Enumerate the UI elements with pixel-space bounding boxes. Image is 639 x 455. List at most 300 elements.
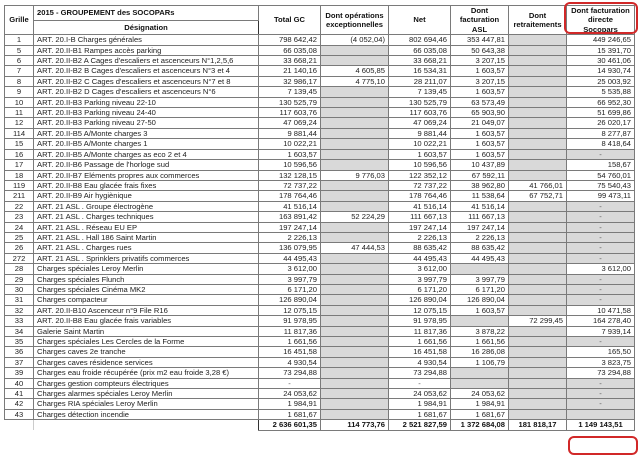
- row-asl-cell[interactable]: 2 226,13: [451, 232, 509, 242]
- row-directe-socopars-cell[interactable]: -: [567, 378, 635, 388]
- row-retraitements-cell[interactable]: 72 299,45: [509, 316, 567, 326]
- row-exceptionnelles-cell[interactable]: [321, 326, 389, 336]
- row-directe-socopars-cell[interactable]: 8 277,87: [567, 128, 635, 138]
- row-total-gc-cell[interactable]: 12 075,15: [259, 305, 321, 315]
- row-net-cell[interactable]: 41 516,14: [389, 201, 451, 211]
- row-grille-cell[interactable]: 9: [5, 87, 34, 97]
- row-net-cell[interactable]: 73 294,88: [389, 368, 451, 378]
- row-grille-cell[interactable]: 22: [5, 201, 34, 211]
- row-designation-cell[interactable]: ART. 20.II-B5 A/Monte charges as eco 2 et 4: [34, 149, 259, 159]
- row-exceptionnelles-cell[interactable]: 9 776,03: [321, 170, 389, 180]
- row-grille-cell[interactable]: 34: [5, 326, 34, 336]
- row-net-cell[interactable]: 178 764,46: [389, 191, 451, 201]
- row-total-gc-cell[interactable]: 91 978,95: [259, 316, 321, 326]
- row-asl-cell[interactable]: 3 207,15: [451, 56, 509, 66]
- row-retraitements-cell[interactable]: [509, 347, 567, 357]
- header-net[interactable]: Net: [389, 6, 451, 35]
- row-total-gc-cell[interactable]: 6 171,20: [259, 284, 321, 294]
- row-net-cell[interactable]: 10 596,56: [389, 160, 451, 170]
- row-directe-socopars-cell[interactable]: 75 540,43: [567, 180, 635, 190]
- row-directe-socopars-cell[interactable]: -: [567, 243, 635, 253]
- row-net-cell[interactable]: 7 139,45: [389, 87, 451, 97]
- header-total-gc[interactable]: Total GC: [259, 6, 321, 35]
- row-asl-cell[interactable]: 6 171,20: [451, 284, 509, 294]
- row-total-gc-cell[interactable]: 24 053,62: [259, 389, 321, 399]
- row-designation-cell[interactable]: ART. 20.II-B10 Ascenceur n°9 File R16: [34, 305, 259, 315]
- row-asl-cell[interactable]: 11 538,64: [451, 191, 509, 201]
- row-retraitements-cell[interactable]: [509, 389, 567, 399]
- row-net-cell[interactable]: 1 984,91: [389, 399, 451, 409]
- row-net-cell[interactable]: 117 603,76: [389, 108, 451, 118]
- row-exceptionnelles-cell[interactable]: [321, 253, 389, 263]
- row-designation-cell[interactable]: Charges eau froide récupérée (prix m2 eau froide 3,28 €): [34, 368, 259, 378]
- row-total-gc-cell[interactable]: 3 612,00: [259, 264, 321, 274]
- row-retraitements-cell[interactable]: [509, 232, 567, 242]
- row-designation-cell[interactable]: ART. 21 ASL . Réseau EU EP: [34, 222, 259, 232]
- row-designation-cell[interactable]: ART. 20.II-B2 D Cages d'escaliers et ascenceurs N°6: [34, 87, 259, 97]
- row-retraitements-cell[interactable]: [509, 128, 567, 138]
- row-grille-cell[interactable]: 23: [5, 212, 34, 222]
- row-directe-socopars-cell[interactable]: 5 535,88: [567, 87, 635, 97]
- row-exceptionnelles-cell[interactable]: 4 605,85: [321, 66, 389, 76]
- row-grille-cell[interactable]: 114: [5, 128, 34, 138]
- row-directe-socopars-cell[interactable]: -: [567, 201, 635, 211]
- row-grille-cell[interactable]: 24: [5, 222, 34, 232]
- row-net-cell[interactable]: 6 171,20: [389, 284, 451, 294]
- row-net-cell[interactable]: 24 053,62: [389, 389, 451, 399]
- row-net-cell[interactable]: 66 035,08: [389, 45, 451, 55]
- row-asl-cell[interactable]: [451, 368, 509, 378]
- row-net-cell[interactable]: -: [389, 378, 451, 388]
- row-retraitements-cell[interactable]: [509, 149, 567, 159]
- row-exceptionnelles-cell[interactable]: [321, 232, 389, 242]
- row-total-gc-cell[interactable]: 126 890,04: [259, 295, 321, 305]
- row-exceptionnelles-cell[interactable]: [321, 201, 389, 211]
- row-exceptionnelles-cell[interactable]: 52 224,29: [321, 212, 389, 222]
- row-retraitements-cell[interactable]: [509, 66, 567, 76]
- row-directe-socopars-cell[interactable]: 99 473,11: [567, 191, 635, 201]
- row-retraitements-cell[interactable]: 67 752,71: [509, 191, 567, 201]
- row-total-gc-cell[interactable]: 16 451,58: [259, 347, 321, 357]
- row-designation-cell[interactable]: ART. 21 ASL . Sprinklers privatifs commerces: [34, 253, 259, 263]
- row-exceptionnelles-cell[interactable]: [321, 56, 389, 66]
- row-total-gc-cell[interactable]: 197 247,14: [259, 222, 321, 232]
- row-designation-cell[interactable]: ART. 20.II-B3 Parking niveau 27-50: [34, 118, 259, 128]
- row-designation-cell[interactable]: Charges spéciales Les Cercles de la Forme: [34, 337, 259, 347]
- row-net-cell[interactable]: 130 525,79: [389, 97, 451, 107]
- row-exceptionnelles-cell[interactable]: [321, 149, 389, 159]
- total-asl[interactable]: 1 372 684,08: [451, 420, 509, 430]
- row-grille-cell[interactable]: 25: [5, 232, 34, 242]
- row-retraitements-cell[interactable]: [509, 87, 567, 97]
- row-retraitements-cell[interactable]: [509, 118, 567, 128]
- row-retraitements-cell[interactable]: [509, 409, 567, 419]
- row-designation-cell[interactable]: ART. 20.II-B2 A Cages d'escaliers et ascenceurs N°1,2,5,6: [34, 56, 259, 66]
- row-retraitements-cell[interactable]: [509, 326, 567, 336]
- row-exceptionnelles-cell[interactable]: 47 444,53: [321, 243, 389, 253]
- row-net-cell[interactable]: 88 635,42: [389, 243, 451, 253]
- row-grille-cell[interactable]: 39: [5, 368, 34, 378]
- row-retraitements-cell[interactable]: [509, 399, 567, 409]
- row-designation-cell[interactable]: Galerie Saint Martin: [34, 326, 259, 336]
- header-grille[interactable]: Grille: [5, 6, 34, 35]
- row-net-cell[interactable]: 72 737,22: [389, 180, 451, 190]
- row-net-cell[interactable]: 16 534,31: [389, 66, 451, 76]
- row-asl-cell[interactable]: [451, 264, 509, 274]
- row-retraitements-cell[interactable]: [509, 160, 567, 170]
- row-designation-cell[interactable]: ART. 20.II-B3 Parking niveau 24-40: [34, 108, 259, 118]
- row-grille-cell[interactable]: 15: [5, 139, 34, 149]
- row-directe-socopars-cell[interactable]: 165,50: [567, 347, 635, 357]
- row-directe-socopars-cell[interactable]: 158,67: [567, 160, 635, 170]
- row-retraitements-cell[interactable]: [509, 253, 567, 263]
- row-grille-cell[interactable]: 35: [5, 337, 34, 347]
- row-grille-cell[interactable]: 42: [5, 399, 34, 409]
- row-total-gc-cell[interactable]: 72 737,22: [259, 180, 321, 190]
- row-total-gc-cell[interactable]: 136 079,95: [259, 243, 321, 253]
- row-designation-cell[interactable]: ART. 20.II-B3 Parking niveau 22-10: [34, 97, 259, 107]
- row-exceptionnelles-cell[interactable]: [321, 274, 389, 284]
- row-retraitements-cell[interactable]: [509, 97, 567, 107]
- header-designation[interactable]: Désignation: [34, 20, 259, 35]
- row-directe-socopars-cell[interactable]: -: [567, 337, 635, 347]
- row-net-cell[interactable]: 91 978,95: [389, 316, 451, 326]
- row-exceptionnelles-cell[interactable]: [321, 409, 389, 419]
- row-grille-cell[interactable]: 43: [5, 409, 34, 419]
- row-grille-cell[interactable]: 1: [5, 35, 34, 45]
- row-exceptionnelles-cell[interactable]: [321, 305, 389, 315]
- row-asl-cell[interactable]: 65 903,90: [451, 108, 509, 118]
- row-designation-cell[interactable]: ART. 20.II-B8 Eau glacée frais variables: [34, 316, 259, 326]
- row-designation-cell[interactable]: ART. 21 ASL . Charges techniques: [34, 212, 259, 222]
- row-grille-cell[interactable]: 41: [5, 389, 34, 399]
- row-grille-cell[interactable]: 29: [5, 274, 34, 284]
- row-grille-cell[interactable]: 36: [5, 347, 34, 357]
- row-total-gc-cell[interactable]: 2 226,13: [259, 232, 321, 242]
- row-directe-socopars-cell[interactable]: -: [567, 295, 635, 305]
- row-retraitements-cell[interactable]: [509, 357, 567, 367]
- row-exceptionnelles-cell[interactable]: [321, 368, 389, 378]
- row-grille-cell[interactable]: 211: [5, 191, 34, 201]
- row-net-cell[interactable]: 122 352,12: [389, 170, 451, 180]
- row-grille-cell[interactable]: 5: [5, 45, 34, 55]
- row-asl-cell[interactable]: 67 592,11: [451, 170, 509, 180]
- row-exceptionnelles-cell[interactable]: [321, 284, 389, 294]
- row-asl-cell[interactable]: 1 603,57: [451, 305, 509, 315]
- row-exceptionnelles-cell[interactable]: [321, 389, 389, 399]
- row-total-gc-cell[interactable]: 32 986,17: [259, 76, 321, 86]
- row-directe-socopars-cell[interactable]: 3 612,00: [567, 264, 635, 274]
- row-total-gc-cell[interactable]: 3 997,79: [259, 274, 321, 284]
- row-asl-cell[interactable]: 1 603,57: [451, 139, 509, 149]
- row-directe-socopars-cell[interactable]: 164 278,40: [567, 316, 635, 326]
- row-directe-socopars-cell[interactable]: 14 930,74: [567, 66, 635, 76]
- row-exceptionnelles-cell[interactable]: [321, 118, 389, 128]
- row-directe-socopars-cell[interactable]: -: [567, 149, 635, 159]
- row-exceptionnelles-cell[interactable]: [321, 139, 389, 149]
- row-net-cell[interactable]: 197 247,14: [389, 222, 451, 232]
- row-asl-cell[interactable]: 111 667,13: [451, 212, 509, 222]
- row-retraitements-cell[interactable]: [509, 337, 567, 347]
- row-exceptionnelles-cell[interactable]: [321, 264, 389, 274]
- row-asl-cell[interactable]: 38 962,80: [451, 180, 509, 190]
- row-grille-cell[interactable]: 119: [5, 180, 34, 190]
- row-total-gc-cell[interactable]: 41 516,14: [259, 201, 321, 211]
- row-total-gc-cell[interactable]: 10 022,21: [259, 139, 321, 149]
- totals-grille-cell[interactable]: [5, 420, 34, 430]
- row-retraitements-cell[interactable]: [509, 139, 567, 149]
- row-retraitements-cell[interactable]: [509, 295, 567, 305]
- row-directe-socopars-cell[interactable]: -: [567, 389, 635, 399]
- row-directe-socopars-cell[interactable]: 26 020,17: [567, 118, 635, 128]
- row-net-cell[interactable]: 3 612,00: [389, 264, 451, 274]
- row-asl-cell[interactable]: 44 495,43: [451, 253, 509, 263]
- row-net-cell[interactable]: 1 681,67: [389, 409, 451, 419]
- row-retraitements-cell[interactable]: [509, 368, 567, 378]
- row-asl-cell[interactable]: 10 437,89: [451, 160, 509, 170]
- row-asl-cell[interactable]: 1 661,56: [451, 337, 509, 347]
- row-asl-cell[interactable]: 3 878,22: [451, 326, 509, 336]
- row-asl-cell[interactable]: 126 890,04: [451, 295, 509, 305]
- row-asl-cell[interactable]: 3 997,79: [451, 274, 509, 284]
- row-retraitements-cell[interactable]: [509, 378, 567, 388]
- row-net-cell[interactable]: 16 451,58: [389, 347, 451, 357]
- row-designation-cell[interactable]: ART. 20.I-B Charges générales: [34, 35, 259, 45]
- row-asl-cell[interactable]: 1 603,57: [451, 149, 509, 159]
- row-grille-cell[interactable]: 33: [5, 316, 34, 326]
- row-designation-cell[interactable]: ART. 20.II-B6 Passage de l'horloge sud: [34, 160, 259, 170]
- row-designation-cell[interactable]: ART. 20.II-B2 B Cages d'escaliers et ascenceurs N°3 et 4: [34, 66, 259, 76]
- row-retraitements-cell[interactable]: [509, 284, 567, 294]
- row-exceptionnelles-cell[interactable]: [321, 316, 389, 326]
- row-total-gc-cell[interactable]: 11 817,36: [259, 326, 321, 336]
- row-total-gc-cell[interactable]: 130 525,79: [259, 97, 321, 107]
- total-directe-socopars[interactable]: 1 149 143,51: [567, 420, 635, 430]
- sheet-title[interactable]: 2015 - GROUPEMENT des SOCOPARs: [34, 6, 259, 21]
- row-retraitements-cell[interactable]: [509, 212, 567, 222]
- total-retraitements[interactable]: 181 818,17: [509, 420, 567, 430]
- row-grille-cell[interactable]: 26: [5, 243, 34, 253]
- row-designation-cell[interactable]: Charges spéciales Leroy Merlin: [34, 264, 259, 274]
- row-total-gc-cell[interactable]: -: [259, 378, 321, 388]
- row-directe-socopars-cell[interactable]: -: [567, 284, 635, 294]
- total-net[interactable]: 2 521 827,59: [389, 420, 451, 430]
- row-total-gc-cell[interactable]: 798 642,42: [259, 35, 321, 45]
- row-designation-cell[interactable]: Charges spéciales Cinéma MK2: [34, 284, 259, 294]
- row-designation-cell[interactable]: ART. 20.II-B1 Rampes accès parking: [34, 45, 259, 55]
- row-net-cell[interactable]: 10 022,21: [389, 139, 451, 149]
- row-net-cell[interactable]: 1 661,56: [389, 337, 451, 347]
- row-designation-cell[interactable]: Charges caves 2e tranche: [34, 347, 259, 357]
- row-total-gc-cell[interactable]: 73 294,88: [259, 368, 321, 378]
- row-exceptionnelles-cell[interactable]: [321, 128, 389, 138]
- row-designation-cell[interactable]: Charges gestion compteurs électriques: [34, 378, 259, 388]
- row-grille-cell[interactable]: 37: [5, 357, 34, 367]
- row-grille-cell[interactable]: 10: [5, 97, 34, 107]
- row-directe-socopars-cell[interactable]: 73 294,88: [567, 368, 635, 378]
- row-asl-cell[interactable]: 1 106,79: [451, 357, 509, 367]
- row-total-gc-cell[interactable]: 178 764,46: [259, 191, 321, 201]
- row-exceptionnelles-cell[interactable]: 4 775,10: [321, 76, 389, 86]
- row-exceptionnelles-cell[interactable]: [321, 97, 389, 107]
- row-total-gc-cell[interactable]: 1 984,91: [259, 399, 321, 409]
- row-total-gc-cell[interactable]: 1 681,67: [259, 409, 321, 419]
- row-directe-socopars-cell[interactable]: 3 823,75: [567, 357, 635, 367]
- row-net-cell[interactable]: 3 997,79: [389, 274, 451, 284]
- row-asl-cell[interactable]: 16 286,08: [451, 347, 509, 357]
- row-exceptionnelles-cell[interactable]: [321, 108, 389, 118]
- row-designation-cell[interactable]: ART. 20.II-B2 C Cages d'escaliers et ascenceurs N°7 et 8: [34, 76, 259, 86]
- row-directe-socopars-cell[interactable]: -: [567, 232, 635, 242]
- row-exceptionnelles-cell[interactable]: [321, 378, 389, 388]
- row-exceptionnelles-cell[interactable]: [321, 180, 389, 190]
- row-designation-cell[interactable]: ART. 20.II-B5 A/Monte charges 1: [34, 139, 259, 149]
- row-designation-cell[interactable]: ART. 21 ASL . Charges rues: [34, 243, 259, 253]
- row-asl-cell[interactable]: [451, 378, 509, 388]
- row-asl-cell[interactable]: 1 984,91: [451, 399, 509, 409]
- row-total-gc-cell[interactable]: 66 035,08: [259, 45, 321, 55]
- row-asl-cell[interactable]: [451, 316, 509, 326]
- row-asl-cell[interactable]: 50 643,38: [451, 45, 509, 55]
- row-total-gc-cell[interactable]: 132 128,15: [259, 170, 321, 180]
- row-asl-cell[interactable]: 353 447,81: [451, 35, 509, 45]
- row-net-cell[interactable]: 44 495,43: [389, 253, 451, 263]
- header-exceptionnelles[interactable]: Dont opérations exceptionnelles: [321, 6, 389, 35]
- row-directe-socopars-cell[interactable]: 54 760,01: [567, 170, 635, 180]
- row-total-gc-cell[interactable]: 10 596,56: [259, 160, 321, 170]
- row-grille-cell[interactable]: 40: [5, 378, 34, 388]
- row-retraitements-cell[interactable]: [509, 108, 567, 118]
- row-retraitements-cell[interactable]: [509, 170, 567, 180]
- row-exceptionnelles-cell[interactable]: [321, 45, 389, 55]
- row-designation-cell[interactable]: ART. 21 ASL . Groupe électrogène: [34, 201, 259, 211]
- row-net-cell[interactable]: 11 817,36: [389, 326, 451, 336]
- row-retraitements-cell[interactable]: [509, 201, 567, 211]
- row-retraitements-cell[interactable]: [509, 45, 567, 55]
- row-retraitements-cell[interactable]: [509, 305, 567, 315]
- row-directe-socopars-cell[interactable]: 66 952,30: [567, 97, 635, 107]
- row-directe-socopars-cell[interactable]: 10 471,58: [567, 305, 635, 315]
- row-grille-cell[interactable]: 31: [5, 295, 34, 305]
- row-net-cell[interactable]: 4 930,54: [389, 357, 451, 367]
- row-designation-cell[interactable]: Charges détection incendie: [34, 409, 259, 419]
- row-designation-cell[interactable]: Charges RIA spéciales Leroy Merlin: [34, 399, 259, 409]
- row-retraitements-cell[interactable]: [509, 243, 567, 253]
- row-grille-cell[interactable]: 272: [5, 253, 34, 263]
- row-directe-socopars-cell[interactable]: 25 003,92: [567, 76, 635, 86]
- row-grille-cell[interactable]: 18: [5, 170, 34, 180]
- row-asl-cell[interactable]: 1 603,57: [451, 66, 509, 76]
- row-designation-cell[interactable]: Charges alarmes spéciales Leroy Merlin: [34, 389, 259, 399]
- header-asl[interactable]: Dont facturation ASL: [451, 6, 509, 35]
- row-grille-cell[interactable]: 16: [5, 149, 34, 159]
- row-total-gc-cell[interactable]: 47 069,24: [259, 118, 321, 128]
- row-total-gc-cell[interactable]: 21 140,16: [259, 66, 321, 76]
- total-total-gc[interactable]: 2 636 601,35: [259, 420, 321, 430]
- row-total-gc-cell[interactable]: 7 139,45: [259, 87, 321, 97]
- row-retraitements-cell[interactable]: 41 766,01: [509, 180, 567, 190]
- total-exceptionnelles[interactable]: 114 773,76: [321, 420, 389, 430]
- row-designation-cell[interactable]: Charges spéciales Flunch: [34, 274, 259, 284]
- row-net-cell[interactable]: 126 890,04: [389, 295, 451, 305]
- row-directe-socopars-cell[interactable]: 7 939,14: [567, 326, 635, 336]
- row-designation-cell[interactable]: Charges caves résidence services: [34, 357, 259, 367]
- row-total-gc-cell[interactable]: 44 495,43: [259, 253, 321, 263]
- row-grille-cell[interactable]: 11: [5, 108, 34, 118]
- row-retraitements-cell[interactable]: [509, 222, 567, 232]
- row-exceptionnelles-cell[interactable]: [321, 160, 389, 170]
- row-total-gc-cell[interactable]: 1 603,57: [259, 149, 321, 159]
- row-directe-socopars-cell[interactable]: [567, 409, 635, 419]
- row-net-cell[interactable]: 1 603,57: [389, 149, 451, 159]
- row-exceptionnelles-cell[interactable]: [321, 295, 389, 305]
- row-designation-cell[interactable]: ART. 20.II-B8 Eau glacée frais fixes: [34, 180, 259, 190]
- row-exceptionnelles-cell[interactable]: [321, 191, 389, 201]
- row-net-cell[interactable]: 47 069,24: [389, 118, 451, 128]
- row-net-cell[interactable]: 9 881,44: [389, 128, 451, 138]
- row-net-cell[interactable]: 111 667,13: [389, 212, 451, 222]
- row-asl-cell[interactable]: 88 635,42: [451, 243, 509, 253]
- row-total-gc-cell[interactable]: 117 603,76: [259, 108, 321, 118]
- row-grille-cell[interactable]: 7: [5, 66, 34, 76]
- row-exceptionnelles-cell[interactable]: [321, 222, 389, 232]
- row-directe-socopars-cell[interactable]: 30 461,06: [567, 56, 635, 66]
- row-grille-cell[interactable]: 32: [5, 305, 34, 315]
- row-grille-cell[interactable]: 30: [5, 284, 34, 294]
- row-directe-socopars-cell[interactable]: 8 418,64: [567, 139, 635, 149]
- row-directe-socopars-cell[interactable]: -: [567, 274, 635, 284]
- row-designation-cell[interactable]: ART. 21 ASL . Hall 186 Saint Martin: [34, 232, 259, 242]
- row-net-cell[interactable]: 28 211,07: [389, 76, 451, 86]
- row-asl-cell[interactable]: 3 207,15: [451, 76, 509, 86]
- row-grille-cell[interactable]: 17: [5, 160, 34, 170]
- row-retraitements-cell[interactable]: [509, 264, 567, 274]
- row-net-cell[interactable]: 802 694,46: [389, 35, 451, 45]
- header-retraitements[interactable]: Dont retraitements: [509, 6, 567, 35]
- row-total-gc-cell[interactable]: 4 930,54: [259, 357, 321, 367]
- row-total-gc-cell[interactable]: 33 668,21: [259, 56, 321, 66]
- row-total-gc-cell[interactable]: 9 881,44: [259, 128, 321, 138]
- row-designation-cell[interactable]: Charges compacteur: [34, 295, 259, 305]
- totals-designation-cell[interactable]: [34, 420, 259, 430]
- row-asl-cell[interactable]: 1 603,57: [451, 87, 509, 97]
- row-designation-cell[interactable]: ART. 20.II-B9 Air hygiènique: [34, 191, 259, 201]
- row-asl-cell[interactable]: 1 681,67: [451, 409, 509, 419]
- row-retraitements-cell[interactable]: [509, 35, 567, 45]
- row-grille-cell[interactable]: 8: [5, 76, 34, 86]
- row-net-cell[interactable]: 12 075,15: [389, 305, 451, 315]
- row-exceptionnelles-cell[interactable]: [321, 357, 389, 367]
- row-asl-cell[interactable]: 24 053,62: [451, 389, 509, 399]
- row-asl-cell[interactable]: 21 049,07: [451, 118, 509, 128]
- row-exceptionnelles-cell[interactable]: [321, 337, 389, 347]
- row-asl-cell[interactable]: 1 603,57: [451, 128, 509, 138]
- row-total-gc-cell[interactable]: 1 661,56: [259, 337, 321, 347]
- row-directe-socopars-cell[interactable]: 51 699,86: [567, 108, 635, 118]
- row-total-gc-cell[interactable]: 163 891,42: [259, 212, 321, 222]
- row-directe-socopars-cell[interactable]: -: [567, 399, 635, 409]
- row-directe-socopars-cell[interactable]: -: [567, 212, 635, 222]
- row-directe-socopars-cell[interactable]: -: [567, 253, 635, 263]
- row-exceptionnelles-cell[interactable]: (4 052,04): [321, 35, 389, 45]
- row-designation-cell[interactable]: ART. 20.II-B5 A/Monte charges 3: [34, 128, 259, 138]
- header-directe-socopars[interactable]: Dont facturation directe Socopars: [567, 6, 635, 35]
- row-grille-cell[interactable]: 28: [5, 264, 34, 274]
- row-directe-socopars-cell[interactable]: -: [567, 222, 635, 232]
- row-retraitements-cell[interactable]: [509, 56, 567, 66]
- row-grille-cell[interactable]: 12: [5, 118, 34, 128]
- row-exceptionnelles-cell[interactable]: [321, 87, 389, 97]
